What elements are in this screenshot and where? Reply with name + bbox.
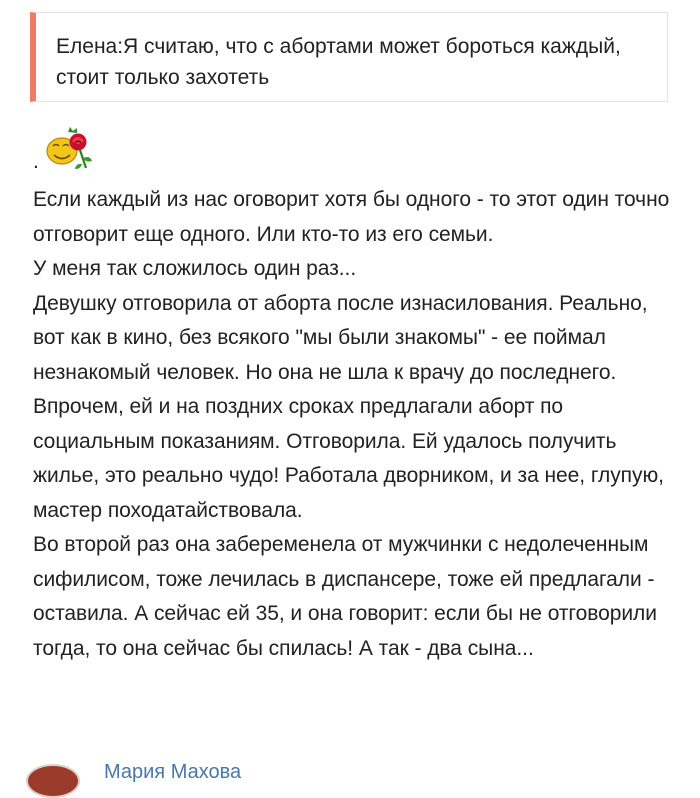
avatar[interactable] <box>26 764 80 798</box>
quoted-comment <box>30 12 668 102</box>
comment-paragraph: У меня так сложилось один раз... <box>33 257 357 280</box>
next-comment-author-link[interactable]: Мария Махова <box>104 761 242 783</box>
smiley-with-rose-icon-graphic <box>44 122 98 172</box>
comment-body <box>33 183 673 666</box>
comment-paragraph: Если каждый из нас оговорит хотя бы одного - то этот один точно отговорит еще одного. Или кто-то из его семьи. <box>33 188 670 246</box>
comment-paragraph: Во второй раз она забеременела от мужчинки с недолеченным сифилисом, тоже лечилась в диспансере, тоже ей предлагали - оставила. А сейчас ей 35, и она говорит: если бы не отговорили тогда, то она сейчас бы спилась! А так - два сына... <box>33 533 657 660</box>
dot-marker: . <box>33 150 39 173</box>
comment-paragraph: Девушку отговорила от аборта после изнасилования. Реально, вот как в кино, без всякого "мы были знакомы" - ее поймал незнакомый человек. Но она не шла к врачу до последнего. Впрочем, ей и на поздних сроках предлагали аборт по социальным показаниям. Отговорила. Ей удалось получить жилье, это реально чудо! Работала дворником, и за нее, глупую, мастер походатайствовала. <box>33 291 664 522</box>
smiley-with-rose-icon <box>44 122 98 172</box>
quoted-comment-text: Елена:Я считаю, что с абортами может бороться каждый, стоит только захотеть <box>56 35 621 89</box>
